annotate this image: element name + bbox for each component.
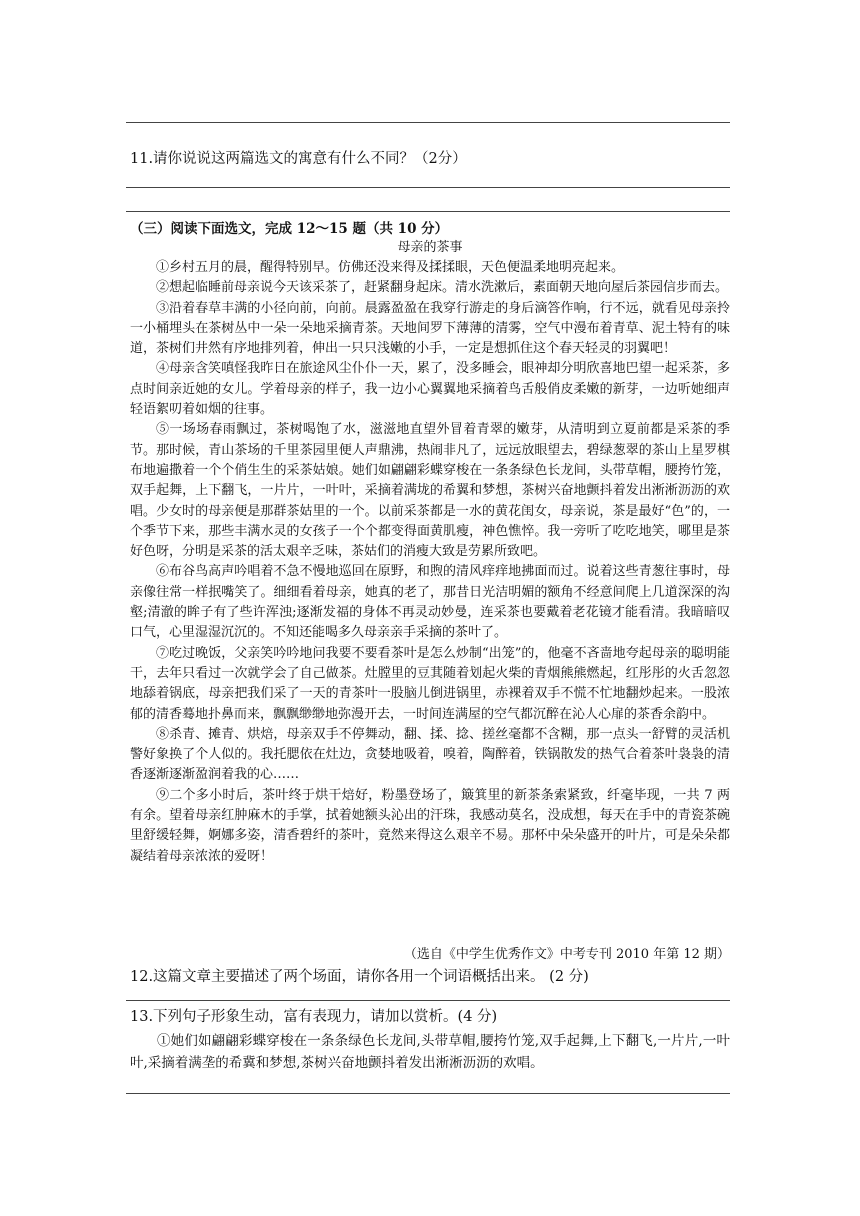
passage-title: 母亲的茶事 [397, 240, 463, 255]
section-heading: （三）阅读下面选文，完成 12～15 题（共 10 分） [130, 221, 449, 237]
question-12: 12.这篇文章主要描述了两个场面，请你各用一个词语概括出来。 (2 分) [130, 969, 589, 985]
question-13-sentence: ①她们如翩翩彩蝶穿梭在一条条绿色长龙间,头带草帽,腰挎竹笼,双手起舞,上下翻飞,一片片,一叶叶,采摘着满垄的希冀和梦想,茶树兴奋地颤抖着发出淅淅沥沥的欢唱。 [130, 1033, 730, 1071]
paragraph-9: ⑨二个多小时后，茶叶终于烘干焙好，粉墨登场了，簸箕里的新茶条索紧致，纤毫毕现，一共 7 两有余。望着母亲红肿麻木的手掌，拭着她额头沁出的汗珠，我感动莫名，没成想，每天在手中的青瓷茶碗里舒缓轻舞，婀娜多姿，清香碧纤的茶叶，竟然来得这么艰辛不易。那杯中朵朵盛开的叶片，可是朵朵都凝结着母亲浓浓的爱呀！ [130, 787, 730, 864]
paragraph-7: ⑦吃过晚饭，父亲笑吟吟地问我要不要看茶叶是怎么炒制“出笼”的，他毫不吝啬地夸起母亲的聪明能干，去年只看过一次就学会了自己做茶。灶膛里的豆萁随着划起火柴的青烟熊熊燃起，红彤彤的火舌忽忽地舔着锅底，母亲把我们采了一天的青茶叶一股脑儿倒进锅里，赤裸着双手不慌不忙地翻炒起来。一股浓郁的清香蓦地扑鼻而来，飘飘缈缈地弥漫开去，一时间连满屋的空气都沉醉在沁人心扉的茶香余韵中。 [130, 645, 730, 722]
passage-body [130, 258, 730, 867]
paragraph-2: ②想起临睡前母亲说今天该采茶了，赶紧翻身起床。清水洗漱后，素面朝天地向屋后茶园信步而去。 [156, 280, 729, 296]
paragraph-6: ⑥布谷鸟高声吟唱着不急不慢地巡回在原野，和煦的清风痒痒地拂面而过。说着这些青葱往事时，母亲像往常一样抿嘴笑了。细细看着母亲，她真的老了，那昔日光洁明媚的额角不经意间爬上几道深深的沟壑;清澈的眸子有了些许浑浊;逐渐发福的身体不再灵动妙曼，连采茶也要戴着老花镜才能看清。我暗暗叹口气，心里湿湿沉沉的。不知还能喝多久母亲亲手采摘的茶叶了。 [130, 564, 730, 641]
paragraph-1: ①乡村五月的晨，醒得特别早。仿佛还没来得及揉揉眼，天色便温柔地明亮起来。 [156, 260, 625, 275]
question-13: 13.下列句子形象生动，富有表现力，请加以赏析。(4 分) [130, 1009, 498, 1025]
answer-line[interactable] [126, 187, 730, 188]
paragraph-3: ③沿着春草丰满的小径向前，向前。晨露盈盈在我穿行游走的身后滴答作响，行不远，就看见母亲拎一小桶埋头在茶树丛中一朵一朵地采摘青茶。天地间罗下薄薄的清雾，空气中漫布着青草、泥土特有的味道，茶树们井然有序地排列着，伸出一只只浅嫩的小手，一定是想抓住这个春天轻灵的羽翼吧！ [130, 300, 730, 357]
answer-line[interactable] [126, 1000, 730, 1001]
paragraph-8: ⑧杀青、摊青、烘焙，母亲双手不停舞动，翻、揉、捻、搓丝毫都不含糊，那一点头一舒臂的灵活机警好象换了个人似的。我托腮依在灶边，贪婪地吸着，嗅着，陶醉着，铁锅散发的热气合着茶叶袅袅的清香逐渐逐渐盈润着我的心…… [130, 726, 730, 783]
answer-line[interactable] [126, 211, 730, 212]
paragraph-5: ⑤一场场春雨飘过，茶树喝饱了水，滋滋地直望外冒着青翠的嫩芽，从清明到立夏前都是采茶的季节。那时候，青山茶场的千里茶园里便人声鼎沸，热闹非凡了，远远放眼望去，碧绿葱翠的茶山上星罗棋布地遍撒着一个个俏生生的采茶姑娘。她们如翩翩彩蝶穿梭在一条条绿色长龙间，头带草帽，腰挎竹笼，双手起舞，上下翻飞，一片片，一叶叶，采摘着满垅的希翼和梦想，茶树兴奋地颤抖着发出淅淅沥沥的欢唱。少女时的母亲便是那群茶姑里的一个。以前采茶都是一水的黄花闺女，母亲说，茶是最好“色”的，一个季节下来，那些丰满水灵的女孩子一个个都变得面黄肌瘦，神色憔悴。我一旁听了吃吃地笑，哪里是茶好色呀，分明是采茶的活太艰辛乏味，茶姑们的消瘦大致是劳累所致吧。 [130, 422, 730, 560]
passage-source: （选自《中学生优秀作文》中考专刊 2010 年第 12 期） [403, 947, 730, 962]
question-11: 11.请你说说这两篇选文的寓意有什么不同？（2分） [130, 151, 467, 167]
answer-line[interactable] [126, 122, 730, 123]
paragraph-4: ④母亲含笑嗔怪我昨日在旅途风尘仆仆一天，累了，没多睡会，眼神却分明欣喜地巴望一起采茶，多点时间亲近她的女儿。学着母亲的样子，我一边小心翼翼地采摘着鸟舌般俏皮柔嫩的新芽，一边听她细声轻语絮叨着如烟的往事。 [130, 361, 730, 418]
answer-line[interactable] [126, 1093, 730, 1094]
